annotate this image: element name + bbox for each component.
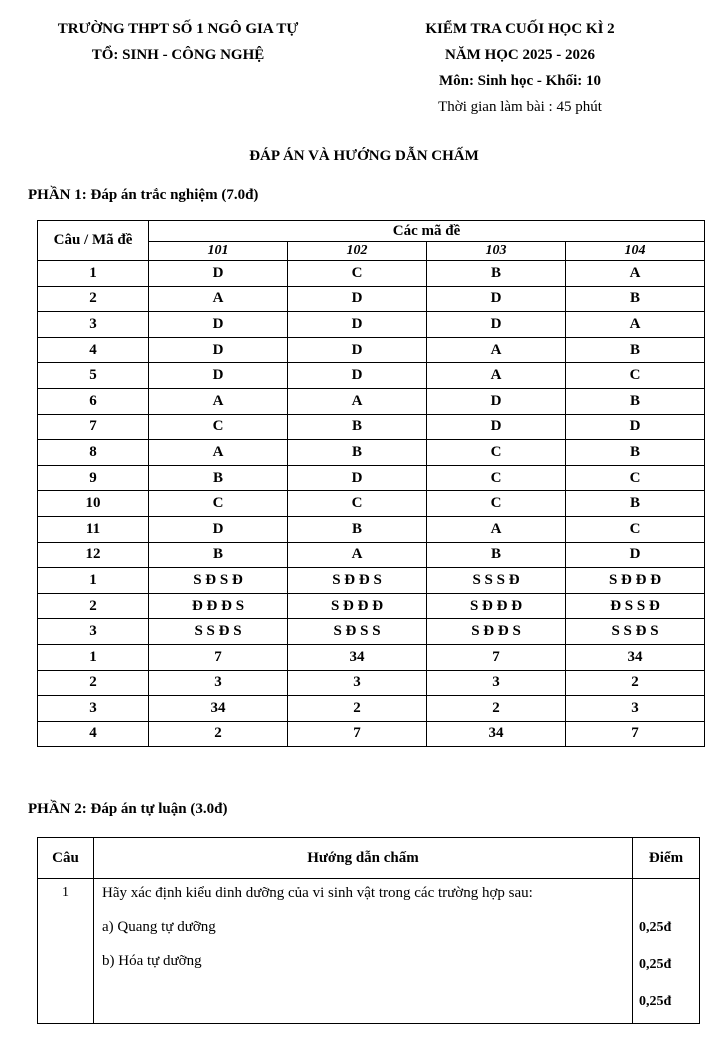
answer-cell: 7 (427, 644, 566, 670)
answer-cell: C (566, 516, 705, 542)
table-row (38, 670, 705, 696)
question-number: 3 (38, 312, 149, 338)
subject-grade: Môn: Sinh học - Khối: 10 (438, 73, 602, 89)
col-header-codes: Các mã đề (149, 221, 705, 242)
answer-cell: D (288, 286, 427, 312)
col-header-score: Điểm (633, 838, 700, 879)
answer-cell: C (149, 414, 288, 440)
answer-cell: C (566, 363, 705, 389)
answer-cell: A (427, 337, 566, 363)
answer-cell: D (149, 516, 288, 542)
answer-cell: S S Đ S (566, 619, 705, 645)
answer-cell: D (566, 542, 705, 568)
answer-cell: C (566, 465, 705, 491)
answer-cell: B (149, 542, 288, 568)
answer-cell: D (566, 414, 705, 440)
score-value: 0,25đ (639, 957, 672, 972)
table-row (38, 721, 705, 747)
question-number: 1 (38, 568, 149, 594)
answer-cell: B (566, 388, 705, 414)
table-row (38, 440, 705, 466)
question-number: 8 (38, 440, 149, 466)
question-number: 12 (38, 542, 149, 568)
answer-cell: C (288, 261, 427, 287)
answer-cell: D (149, 261, 288, 287)
answer-cell: S Đ S S (288, 619, 427, 645)
answer-cell: B (288, 516, 427, 542)
answer-cell: B (566, 491, 705, 517)
answer-cell: 34 (427, 721, 566, 747)
answer-cell: D (149, 363, 288, 389)
answer-cell: C (427, 465, 566, 491)
answer-cell: 7 (149, 644, 288, 670)
answer-cell: S Đ Đ Đ (566, 568, 705, 594)
exam-code: 101 (149, 242, 288, 261)
answer-cell: D (149, 337, 288, 363)
answer-cell: D (288, 465, 427, 491)
answer-cell: S Đ Đ S (288, 568, 427, 594)
table-row (38, 414, 705, 440)
answer-cell: 2 (427, 696, 566, 722)
answer-cell: A (566, 261, 705, 287)
answer-cell: B (566, 286, 705, 312)
answer-cell: A (427, 516, 566, 542)
answer-cell: A (149, 388, 288, 414)
answer-cell: 3 (149, 670, 288, 696)
answer-cell: 7 (288, 721, 427, 747)
answer-cell: D (427, 312, 566, 338)
answer-cell: B (288, 414, 427, 440)
exam-title: KIỂM TRA CUỐI HỌC KÌ 2 (425, 21, 615, 37)
answer-rows (38, 261, 705, 747)
table-row (38, 516, 705, 542)
question-number: 10 (38, 491, 149, 517)
document-title: ĐÁP ÁN VÀ HƯỚNG DẪN CHẤM (249, 148, 479, 164)
score-value: 0,25đ (639, 920, 672, 935)
answer-key-table (37, 220, 705, 747)
answer-cell: C (149, 491, 288, 517)
answer-cell: A (149, 286, 288, 312)
question-number: 1 (38, 644, 149, 670)
table-row (38, 879, 700, 1024)
table-row (38, 644, 705, 670)
answer-cell: A (427, 363, 566, 389)
exam-duration: Thời gian làm bài : 45 phút (438, 99, 602, 115)
table-row (38, 363, 705, 389)
answer-cell: C (427, 491, 566, 517)
question-number: 1 (38, 261, 149, 287)
answer-cell: A (288, 388, 427, 414)
question-number: 1 (38, 879, 94, 1024)
answer-cell: B (427, 542, 566, 568)
col-header-question: Câu (38, 838, 94, 879)
question-number: 3 (38, 619, 149, 645)
question-number: 3 (38, 696, 149, 722)
question-number: 4 (38, 721, 149, 747)
grading-guide (94, 879, 633, 1024)
essay-guide-table (37, 837, 700, 1024)
answer-cell: B (427, 261, 566, 287)
exam-code: 103 (427, 242, 566, 261)
answer-cell: S S S Đ (427, 568, 566, 594)
question-prompt: Hãy xác định kiểu dinh dưỡng của vi sinh vật trong các trường hợp sau: (102, 885, 533, 901)
answer-cell: D (149, 312, 288, 338)
table-row (38, 312, 705, 338)
answer-cell: 2 (288, 696, 427, 722)
table-row (38, 568, 705, 594)
answer-cell: B (566, 337, 705, 363)
department-name: TỔ: SINH - CÔNG NGHỆ (91, 47, 265, 63)
answer-cell: 2 (566, 670, 705, 696)
answer-cell: D (288, 337, 427, 363)
question-number: 4 (38, 337, 149, 363)
answer-cell: S Đ Đ S (427, 619, 566, 645)
answer-cell: S S Đ S (149, 619, 288, 645)
question-number: 7 (38, 414, 149, 440)
answer-cell: 7 (566, 721, 705, 747)
question-number: 6 (38, 388, 149, 414)
part2-title: PHẦN 2: Đáp án tự luận (3.0đ) (28, 801, 228, 817)
answer-cell: S Đ Đ Đ (427, 593, 566, 619)
answer-cell: B (149, 465, 288, 491)
question-number: 5 (38, 363, 149, 389)
answer-cell: D (288, 363, 427, 389)
table-row (38, 388, 705, 414)
question-number: 2 (38, 670, 149, 696)
answer-cell: D (427, 414, 566, 440)
answer-cell: 2 (149, 721, 288, 747)
answer-cell: Đ S S Đ (566, 593, 705, 619)
answer-b: b) Hóa tự dưỡng (102, 953, 202, 969)
answer-cell: C (427, 440, 566, 466)
exam-code: 104 (566, 242, 705, 261)
answer-cell: A (288, 542, 427, 568)
answer-cell: 3 (566, 696, 705, 722)
table-row (38, 286, 705, 312)
answer-cell: D (288, 312, 427, 338)
part1-title: PHẦN 1: Đáp án trắc nghiệm (7.0đ) (28, 187, 259, 203)
question-number: 2 (38, 593, 149, 619)
answer-cell: 34 (149, 696, 288, 722)
col-header-question: Câu / Mã đề (38, 221, 149, 261)
table-row (38, 465, 705, 491)
answer-cell: D (427, 286, 566, 312)
answer-cell: D (427, 388, 566, 414)
question-number: 9 (38, 465, 149, 491)
score-cell (633, 879, 700, 1024)
answer-cell: S Đ Đ Đ (288, 593, 427, 619)
exam-header (356, 16, 684, 120)
answer-cell: A (149, 440, 288, 466)
col-header-guide: Hướng dẫn chấm (94, 838, 633, 879)
answer-cell: B (566, 440, 705, 466)
school-header (20, 16, 336, 68)
school-year: NĂM HỌC 2025 - 2026 (445, 47, 595, 63)
answer-cell: S Đ S Đ (149, 568, 288, 594)
answer-cell: 34 (288, 644, 427, 670)
question-number: 2 (38, 286, 149, 312)
table-row (38, 337, 705, 363)
score-value: 0,25đ (639, 994, 672, 1009)
table-row (38, 593, 705, 619)
answer-cell: C (288, 491, 427, 517)
exam-code: 102 (288, 242, 427, 261)
question-number: 11 (38, 516, 149, 542)
answer-cell: A (566, 312, 705, 338)
answer-cell: Đ Đ Đ S (149, 593, 288, 619)
table-row (38, 696, 705, 722)
table-row (38, 542, 705, 568)
answer-cell: 3 (427, 670, 566, 696)
answer-cell: B (288, 440, 427, 466)
table-row (38, 261, 705, 287)
answer-cell: 3 (288, 670, 427, 696)
table-row (38, 619, 705, 645)
answer-cell: 34 (566, 644, 705, 670)
school-name: TRƯỜNG THPT SỐ 1 NGÔ GIA TỰ (57, 21, 299, 37)
answer-a: a) Quang tự dưỡng (102, 919, 216, 935)
table-row (38, 491, 705, 517)
